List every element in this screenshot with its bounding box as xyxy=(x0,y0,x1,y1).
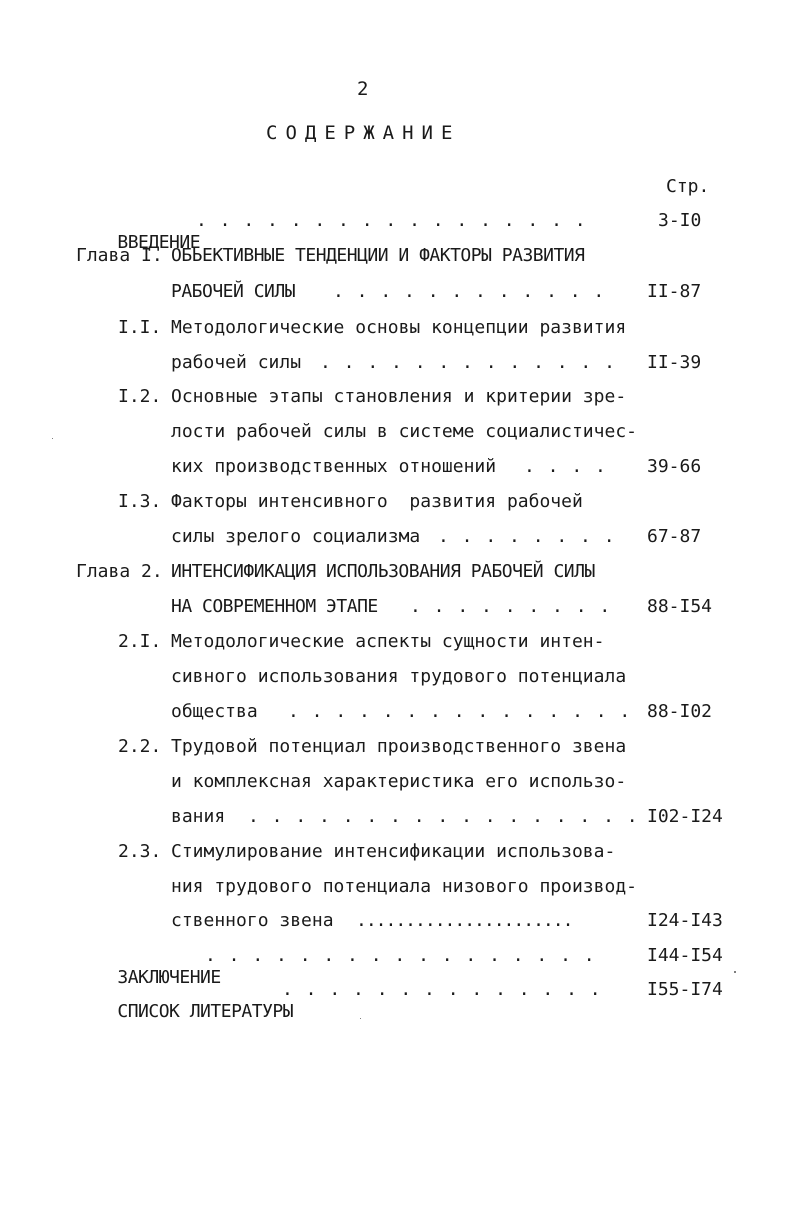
section-title-line: силы зрелого социализма xyxy=(171,526,421,547)
section-number: I.I. xyxy=(118,317,162,338)
entry-text: СПИСОК ЛИТЕРАТУРЫ xyxy=(117,1001,294,1022)
leader-dots: . . . . . . . . . . . . . . . . . xyxy=(205,945,596,966)
page-range: 88-I54 xyxy=(647,596,713,617)
leader-dots: . . . . . . . . . xyxy=(410,596,612,617)
section-title-line: сивного использования трудового потенциала xyxy=(171,666,627,687)
section-title-line: общества xyxy=(171,701,258,722)
page-range: 39-66 xyxy=(647,456,702,477)
leader-dots: ...................... xyxy=(356,910,573,931)
section-title-line: Факторы интенсивного развития рабочей xyxy=(171,491,583,512)
section-title-line: ственного звена xyxy=(171,910,334,931)
entry-text: ВВЕДЕНИЕ xyxy=(117,232,201,253)
page-range: 88-I02 xyxy=(647,701,713,722)
chapter-label: Глава I. xyxy=(76,245,163,266)
chapter-title-line: РАБОЧЕЙ СИЛЫ xyxy=(171,281,296,302)
chapter-title-line: ОБЬЕКТИВНЫЕ ТЕНДЕНЦИИ И ФАКТОРЫ РАЗВИТИЯ xyxy=(171,245,585,266)
section-title-line: рабочей силы xyxy=(171,352,302,373)
chapter-label: Глава 2. xyxy=(76,561,163,582)
section-title-line: вания xyxy=(171,806,226,827)
section-number: 2.3. xyxy=(118,841,162,862)
section-number: 2.I. xyxy=(118,631,162,652)
scan-speck xyxy=(734,971,736,973)
section-title-line: ния трудового потенциала низового производ- xyxy=(171,876,637,897)
section-title-line: Стимулирование интенсификации использова- xyxy=(171,841,616,862)
page-range: I55-I74 xyxy=(647,979,723,1000)
toc-entry-references xyxy=(76,979,293,1045)
page-range: I44-I54 xyxy=(647,945,723,966)
entry-text: ЗАКЛЮЧЕНИЕ xyxy=(117,967,221,988)
scan-speck xyxy=(52,438,53,439)
leader-dots: . . . . . . . . . . . . . . . . . xyxy=(196,210,587,231)
section-title-line: Методологические основы концепции развития xyxy=(171,317,627,338)
section-title-line: Основные этапы становления и критерии зре- xyxy=(171,386,627,407)
page-range: II-87 xyxy=(647,281,702,302)
page-range: 67-87 xyxy=(647,526,702,547)
leader-dots: . . . . . . . . . . . . . . xyxy=(282,979,602,1000)
scan-speck xyxy=(360,1018,361,1019)
section-title-line: Методологические аспекты сущности интен- xyxy=(171,631,605,652)
section-title-line: ких производственных отношений xyxy=(171,456,497,477)
leader-dots: . . . . . . . . . . . . . . . xyxy=(288,701,632,722)
page-range: II-39 xyxy=(647,352,702,373)
chapter-title-line: ИНТЕНСИФИКАЦИЯ ИСПОЛЬЗОВАНИЯ РАБОЧЕЙ СИЛЫ xyxy=(171,561,595,582)
section-number: 2.2. xyxy=(118,736,162,757)
page-range: 3-I0 xyxy=(658,210,702,231)
leader-dots: . . . . xyxy=(524,456,607,477)
section-title-line: и комплексная характеристика его использо- xyxy=(171,771,627,792)
section-title-line: лости рабочей силы в системе социалистичес- xyxy=(171,421,637,442)
leader-dots: . . . . . . . . xyxy=(438,526,616,547)
leader-dots: . . . . . . . . . . . . xyxy=(333,281,606,302)
chapter-title-line: НА СОВРЕМЕННОМ ЭТАПЕ xyxy=(171,596,378,617)
page-range: I24-I43 xyxy=(647,910,723,931)
section-title-line: Трудовой потенциал производственного звена xyxy=(171,736,627,757)
page-number: 2 xyxy=(357,78,369,100)
leader-dots: . . . . . . . . . . . . . xyxy=(320,352,616,373)
section-number: I.3. xyxy=(118,491,162,512)
leader-dots: . . . . . . . . . . . . . . . . . xyxy=(248,806,639,827)
contents-title: СОДЕРЖАНИЕ xyxy=(266,122,461,144)
pages-column-header: Стр. xyxy=(666,176,710,197)
page-range: I02-I24 xyxy=(647,806,723,827)
section-number: I.2. xyxy=(118,386,162,407)
